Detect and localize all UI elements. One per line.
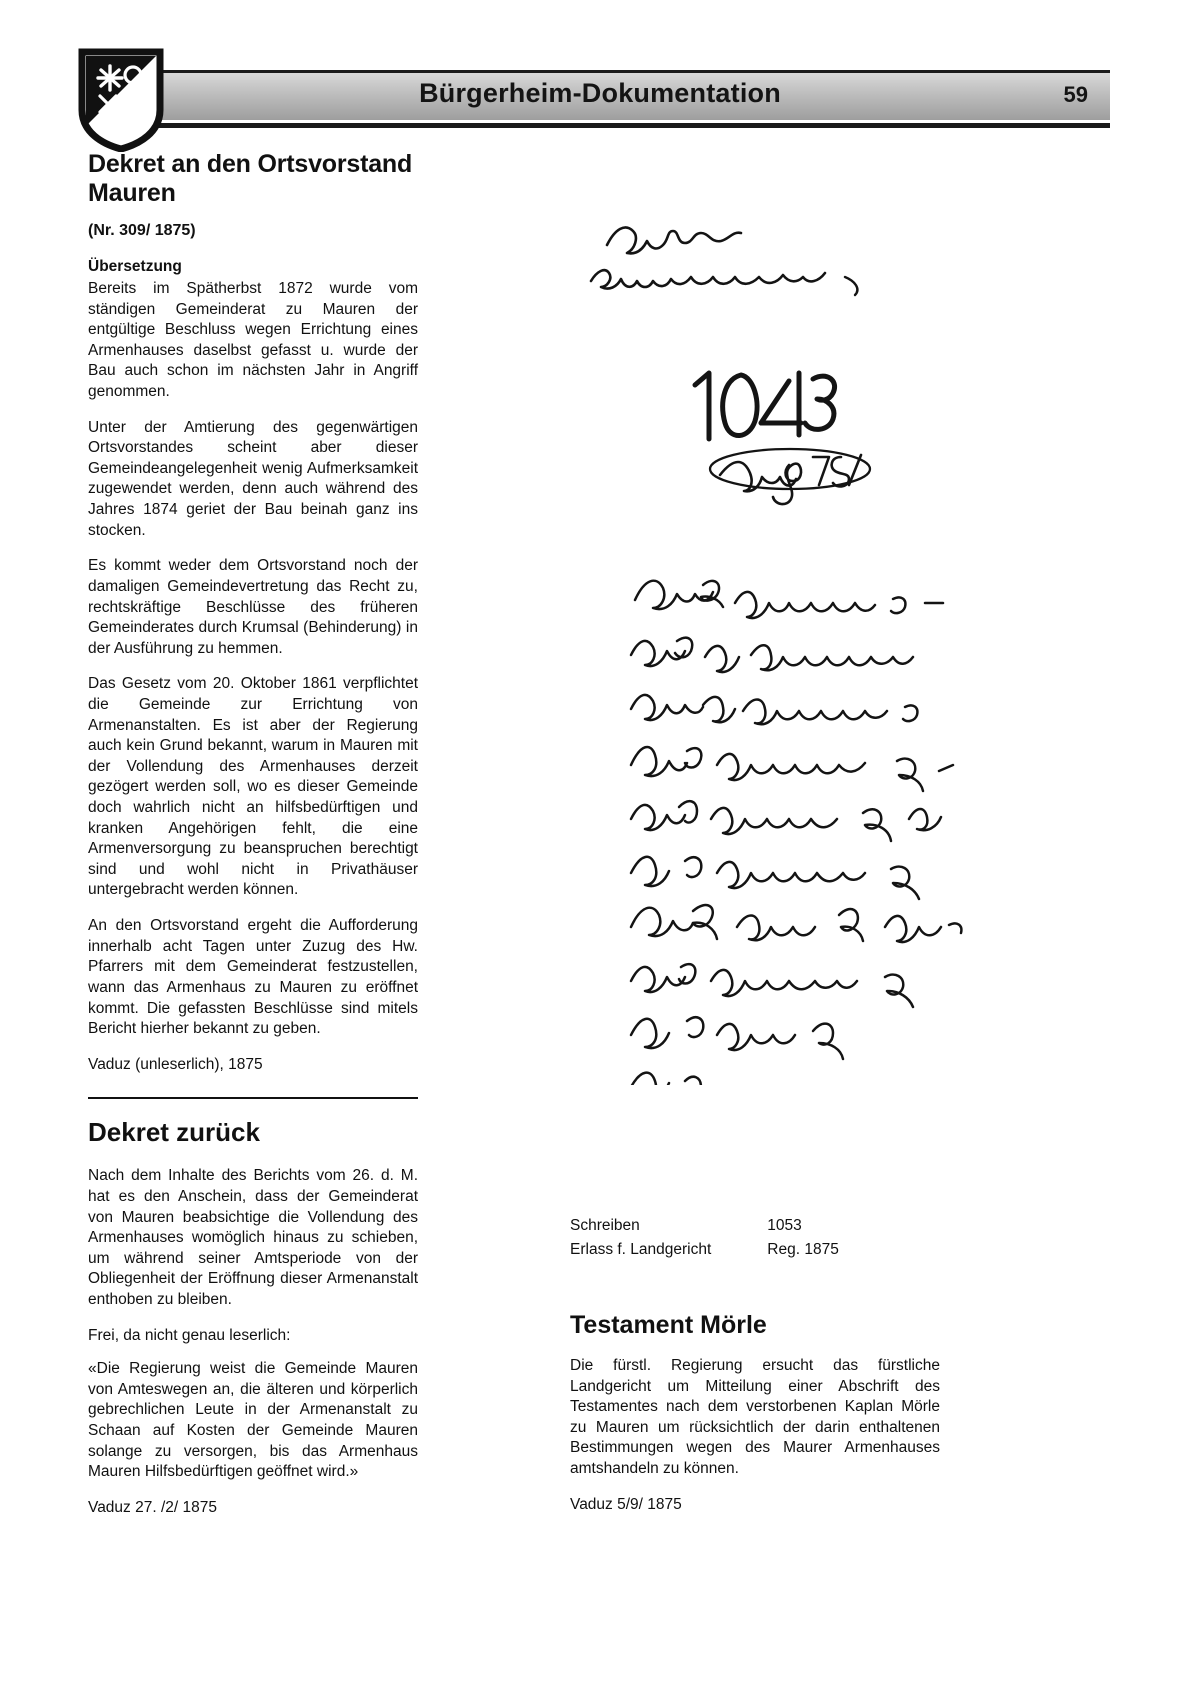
paragraph: An den Ortsvorstand ergeht die Aufforderung innerhalb acht Tagen unter Zuzug des Hw. Pfarrers mit dem Gemeinderat festzustellen, wann das Armenhaus zu Mauren zu eröffnet kommt. Die gefassten Beschlüsse sind mitels Bericht hierher bekannt zu geben. [88,917,418,1038]
paragraph: «Die Regierung weist die Gemeinde Mauren von Amteswegen an, die älteren und körperlich gebrechlichen Leute in der Armenanstalt zu Schaan auf Kosten der Gemeinde Mauren solange zu versorgen, bis das Armenhaus Mauren Hilfsbedürftigen geöffnet wird.» [88,1360,418,1481]
section-title: Dekret zurück [88,1117,260,1148]
paragraph: Unter der Amtierung des gegenwärtigen Ortsvorstandes scheint aber dieser Gemeindeangelegenheit wenig Aufmerksamkeit zugewendet werden, denn auch während des Jahres 1874 geriet der Bau beinah ganz ins stocken. [88,418,418,539]
caption-label: Erlass f. Landgericht [570,1240,712,1258]
translation-label: Übersetzung [88,258,182,275]
page-number: 59 [1063,82,1088,107]
caption-row [570,1239,839,1263]
paragraph: Bereits im Spätherbst 1872 wurde vom ständigen Gemeinderat zu Mauren der entgültige Beschluss wegen Errichtung eines Armenhauses daselbst gefasst u. wurde der Bau auch schon im nächsten Jahr in Angriff genommen. [88,280,418,401]
document-number: (Nr. 309/ 1875) [88,222,196,239]
paragraph: Es kommt weder dem Ortsvorstand noch der damaligen Gemeindevertretung das Recht zu, rechtskräftige Beschlüsse des früheren Gemeinderates durch Krumsal (Behinderung) in der Ausführung zu hemmen. [88,557,418,657]
page-header [90,70,1110,132]
caption-value: Reg. 1875 [767,1240,839,1258]
section-title: Testament Mörle [570,1311,767,1339]
paragraph: Die fürstl. Regierung ersucht das fürstliche Landgericht um Mitteilung einer Abschrift des Testamentes nach dem verstorbenen Kaplan Mörle zu Mauren um rücksichtlich der darin enthaltenen Bestimmungen wegen des Maurer Armenhauses amtshandeln zu können. [570,1357,940,1478]
right-column [570,1285,940,1530]
caption-row [570,1215,839,1239]
caption-value: 1053 [767,1217,802,1234]
section-signature: Vaduz 5/9/ 1875 [570,1495,682,1513]
signature-line: Vaduz (unleserlich), 1875 [88,1055,263,1073]
caption-label: Schreiben [570,1217,640,1234]
paragraph: Frei, da nicht genau leserlich: [88,1326,291,1344]
page-title: Bürgerheim-Dokumentation [419,78,781,108]
document-title: Dekret an den Ortsvorstand Mauren [88,150,413,207]
manuscript-scan [545,185,975,1085]
manuscript-caption [570,1215,970,1262]
left-column [88,150,418,1533]
paragraph: Das Gesetz vom 20. Oktober 1861 verpflichtet die Gemeinde zur Errichtung von Armenanstalten. Es ist aber der Regierung auch kein Grund bekannt, warum in Mauren mit der Vollendung des Armenhauses derzeit gezögert werden soll, wo es dieser Gemeinde doch wahrlich nicht an hilfsbedürftigen und kranken Angehörigen fehlt, die eine Armenversorgung zu beanspruchen berechtigt sind und wohl nicht in Privathäuser untergebracht werden können. [88,675,418,899]
section-divider [88,1097,418,1099]
section-signature: Vaduz 27. /2/ 1875 [88,1498,217,1516]
paragraph: Nach dem Inhalte des Berichts vom 26. d. M. hat es den Anschein, dass der Gemeinderat von Mauren beabsichtige die Vollendung des Armenhauses womöglich hinaus zu schieben, um während seiner Amtsperiode von der Obliegenheit der Eröffnung dieser Armenanstalt enthoben zu bleiben. [88,1167,418,1308]
coat-of-arms-icon [78,48,164,152]
